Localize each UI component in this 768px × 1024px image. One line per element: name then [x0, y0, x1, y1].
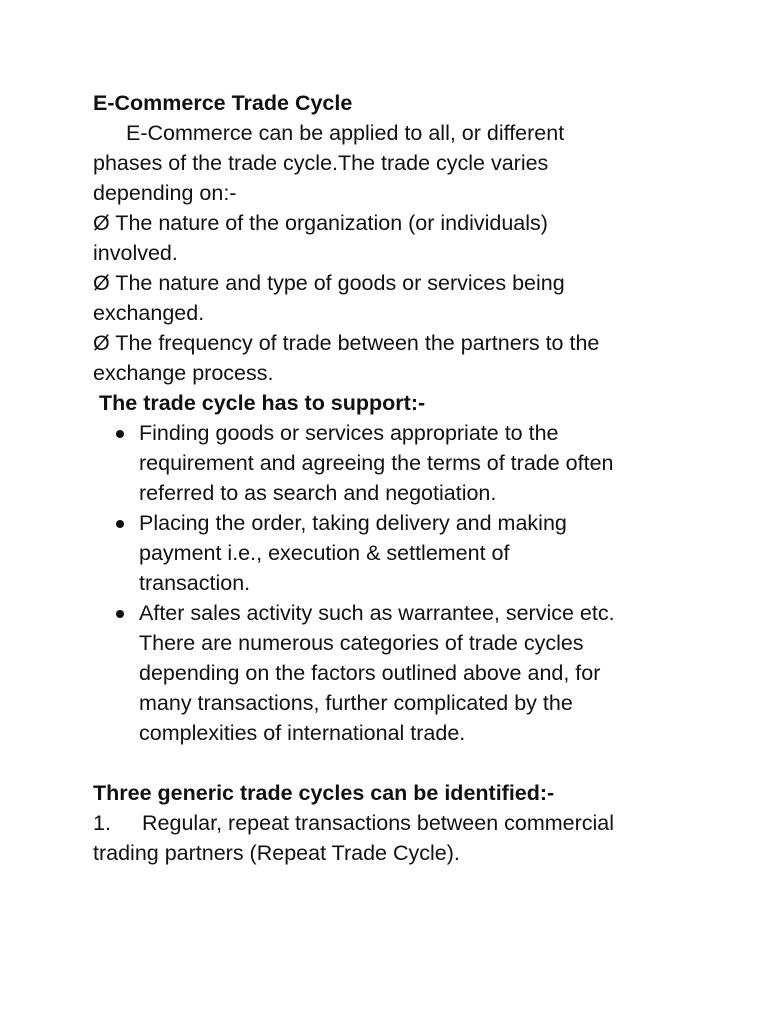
support-line: After sales activity such as warrantee, service etc. [139, 601, 615, 625]
factor-line: Ø The nature of the organization (or individuals) [93, 211, 548, 235]
support-line: requirement and agreeing the terms of trade often [139, 451, 614, 475]
factor-line: exchange process. [93, 361, 274, 385]
support-line: depending on the factors outlined above and, for [139, 661, 601, 685]
support-item-execution [93, 508, 693, 598]
numbered-text: Regular, repeat transactions between commercial [142, 811, 615, 835]
blank-line [93, 748, 693, 778]
numbered-line-2: trading partners (Repeat Trade Cycle). [93, 841, 460, 865]
support-item-after-sales [93, 598, 693, 748]
support-line: many transactions, further complicated by the [139, 691, 573, 715]
support-line: There are numerous categories of trade cycles [139, 631, 584, 655]
support-item-search [93, 418, 693, 508]
support-line: payment i.e., execution & settlement of [139, 541, 510, 565]
intro-line-2: phases of the trade cycle.The trade cycle varies [93, 151, 549, 175]
bullet-icon [116, 520, 124, 528]
factor-item-frequency [93, 328, 693, 388]
support-heading: The trade cycle has to support:- [99, 391, 426, 415]
generic-heading: Three generic trade cycles can be identified:- [93, 781, 555, 805]
factor-line: Ø The frequency of trade between the partners to the [93, 331, 600, 355]
factor-line: exchanged. [93, 301, 205, 325]
support-line: referred to as search and negotiation. [139, 481, 497, 505]
factor-item-goods [93, 268, 693, 328]
numbered-line-1 [93, 808, 693, 838]
intro-line-3: depending on:- [93, 181, 237, 205]
support-line: Placing the order, taking delivery and making [139, 511, 567, 535]
numbered-item-repeat [93, 808, 693, 868]
bullet-icon [116, 610, 124, 618]
item-number: 1. [93, 811, 111, 835]
bullet-icon [116, 430, 124, 438]
document-title: E-Commerce Trade Cycle [93, 91, 353, 115]
document-page [93, 88, 693, 868]
support-list [93, 418, 693, 748]
support-line: complexities of international trade. [139, 721, 466, 745]
factor-line: involved. [93, 241, 178, 265]
support-line: Finding goods or services appropriate to the [139, 421, 559, 445]
intro-line-1: E-Commerce can be applied to all, or different [126, 121, 565, 145]
factor-item-organization [93, 208, 693, 268]
factor-line: Ø The nature and type of goods or services being [93, 271, 565, 295]
support-line: transaction. [139, 571, 251, 595]
